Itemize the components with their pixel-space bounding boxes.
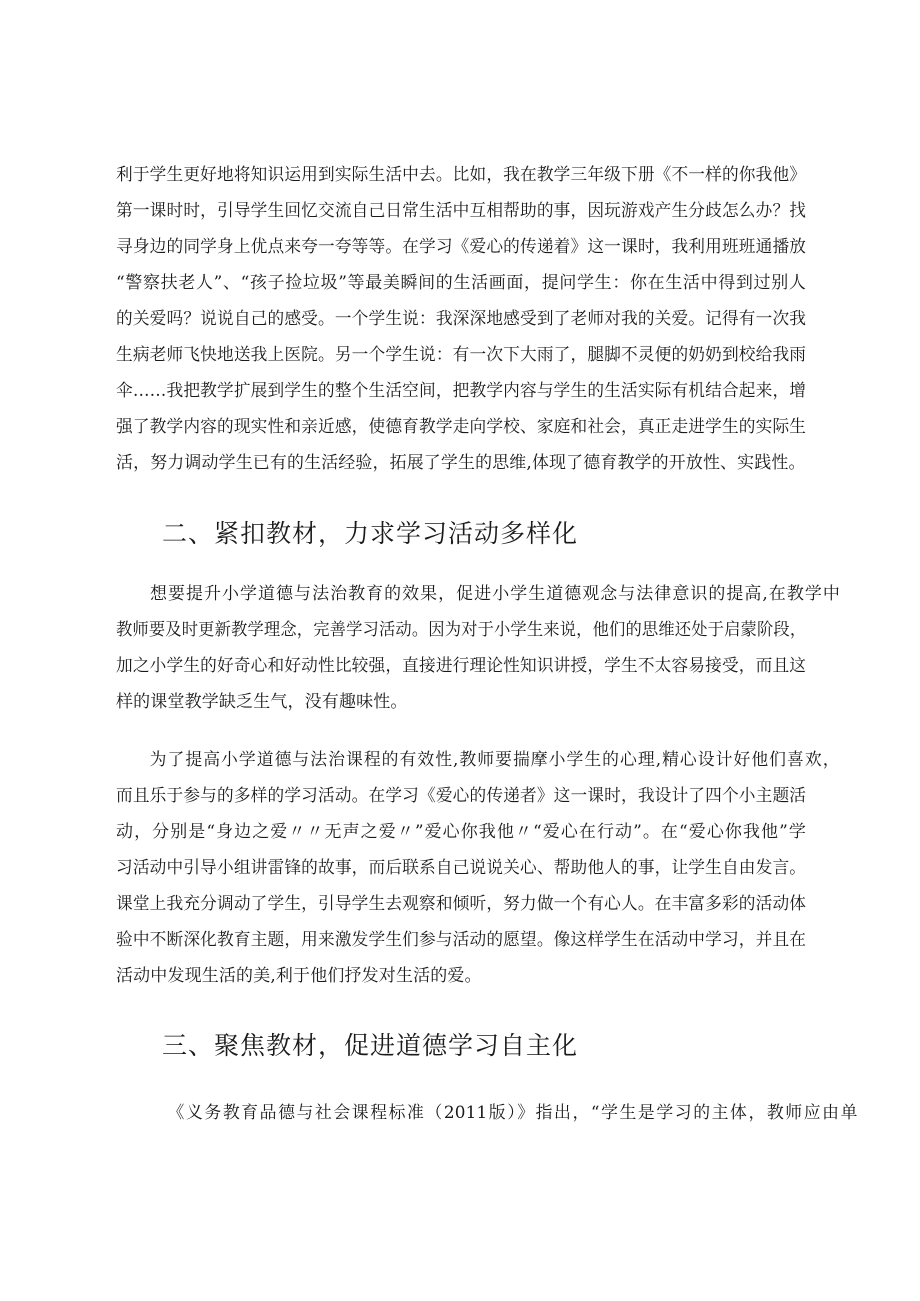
paragraph-3 [116,742,840,994]
text-line: 加之小学生的好奇心和好动性比较强，直接进行理论性知识讲授，学生不太容易接受，而且这 [116,656,807,676]
text-line: 活，努力调动学生已有的生活经验，拓展了学生的思维,体现了德育教学的开放性、实践性。 [116,453,806,473]
text-line: 的关爱吗？说说自己的感受。一个学生说：我深深地感受到了老师对我的关爱。记得有一次我 [116,309,807,329]
text-line: 为了提高小学道德与法治课程的有效性,教师要揣摩小学生的心理,精心设计好他们喜欢， [149,750,840,770]
text-line: 利于学生更好地将知识运用到实际生活中去。比如，我在教学三年级下册《不一样的你我他》 [116,165,807,185]
text-line: 验中不断深化教育主题，用来激发学生们参与活动的愿望。像这样学生在活动中学习，并且在 [116,930,807,950]
text-line: 活动中发现生活的美,利于他们抒发对生活的爱。 [116,966,482,986]
text-line: 第一课时时，引导学生回忆交流自己日常生活中互相帮助的事，因玩游戏产生分歧怎么办？找 [116,201,807,221]
section-heading-2: 二、紧扣教材，力求学习活动多样化 [162,519,579,548]
text-line: 生病老师飞快地送我上医院。另一个学生说：有一次下大雨了，腿脚不灵便的奶奶到校给我雨 [116,345,807,365]
text-line: 强了教学内容的现实性和亲近感，使德育教学走向学校、家庭和社会，真正走进学生的实际生 [116,417,807,437]
text-line: 而且乐于参与的多样的学习活动。在学习《爱心的传递者》这一课时，我设计了四个小主题活 [116,786,807,806]
text-line: 想要提升小学道德与法治教育的效果，促进小学生道德观念与法律意识的提高,在教学中 [149,584,840,604]
paragraph-4 [116,1095,858,1131]
text-line: 教师要及时更新教学理念，完善学习活动。因为对于小学生来说，他们的思维还处于启蒙阶段， [116,620,807,640]
text-line: 课堂上我充分调动了学生，引导学生去观察和倾听，努力做一个有心人。在丰富多彩的活动体 [116,894,807,914]
text-line: 动，分别是“身边之爱〃〃无声之爱〃”爱心你我他〃“爱心在行动”。在“爱心你我他”学 [116,822,806,842]
text-line: 习活动中引导小组讲雷锋的故事，而后联系自己说说关心、帮助他人的事，让学生自由发言。 [116,858,807,878]
text-line: 寻身边的同学身上优点来夸一夸等等。在学习《爱心的传递着》这一课时，我利用班班通播放 [116,237,807,257]
paragraph-2 [116,576,840,720]
section-heading-3: 三、聚焦教材，促进道德学习自主化 [162,1031,579,1060]
text-line: 伞……我把教学扩展到学生的整个生活空间，把教学内容与学生的生活实际有机结合起来，增 [116,381,807,401]
text-line: 《义务教育品德与社会课程标准（2011版）》指出，“学生是学习的主体，教师应由单 [167,1103,858,1123]
text-line: “警察扶老人”、“孩子捡垃圾”等最美瞬间的生活画面，提问学生：你在生活中得到过别人 [116,273,806,293]
text-line: 样的课堂教学缺乏生气，没有趣味性。 [116,692,408,712]
paragraph-continued [116,157,806,481]
